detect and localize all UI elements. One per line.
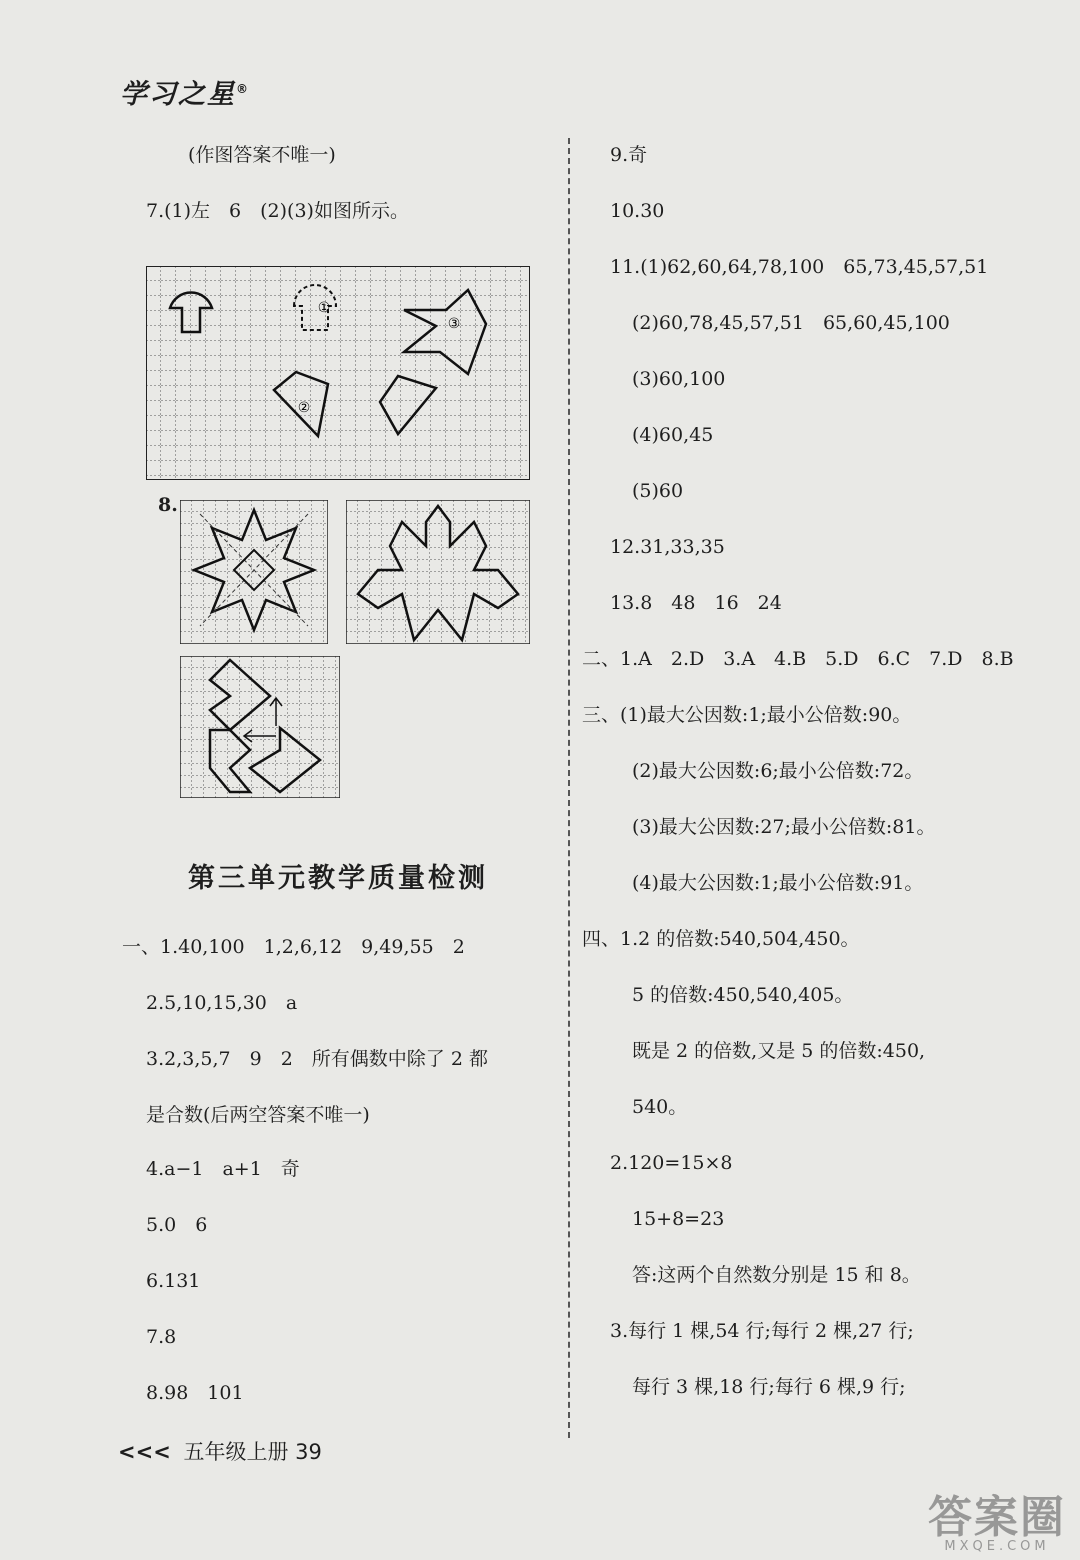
figure-8-leaf [346,500,530,644]
brand-text: 学习之星 [120,79,236,110]
answer-1-4: 4.a−1 a+1 奇 [146,1158,300,1180]
watermark-url: MXQE.COM [944,1539,1050,1554]
answer-10: 10.30 [610,200,665,222]
answer-11-5: (5)60 [632,480,684,502]
answer-part-4-3: 3.每行 1 棵,54 行;每行 2 棵,27 行; [610,1320,914,1342]
answer-7: 7.(1)左 6 (2)(3)如图所示。 [146,200,409,222]
answer-1-3-cont: 是合数(后两空答案不唯一) [146,1104,370,1126]
grade-label: 五年级上册 [183,1440,289,1464]
answer-1-7: 7.8 [146,1326,177,1348]
answer-part-3-4: (4)最大公因数:1;最小公倍数:91。 [632,872,924,894]
answer-9: 9.奇 [610,144,648,166]
page-footer [118,1436,322,1466]
label-1: ① [317,300,331,316]
page-number: 39 [295,1440,322,1464]
column-divider [568,138,570,1438]
answer-1-3: 3.2,3,5,7 9 2 所有偶数中除了 2 都 [146,1048,488,1070]
answer-part-4-2-b: 15+8=23 [632,1208,725,1230]
answer-1-6: 6.131 [146,1270,201,1292]
answer-part-3-1: 三、(1)最大公因数:1;最小公倍数:90。 [582,704,912,726]
label-3: ③ [447,316,461,332]
watermark [928,1481,1066,1554]
chevron-left-icon: <<< [118,1440,171,1464]
answer-11-1: 11.(1)62,60,64,78,100 65,73,45,57,51 [610,256,989,278]
answer-part-4-1: 四、1.2 的倍数:540,504,450。 [582,928,860,950]
figure-8-star [180,500,328,644]
answer-part-3-3: (3)最大公因数:27;最小公倍数:81。 [632,816,936,838]
answer-part-4-1-b: 5 的倍数:450,540,405。 [632,984,854,1006]
answer-11-2: (2)60,78,45,57,51 65,60,45,100 [632,312,950,334]
answer-part-4-2-c: 答:这两个自然数分别是 15 和 8。 [632,1264,921,1286]
answer-11-3: (3)60,100 [632,368,726,390]
answer-part-2: 二、1.A 2.D 3.A 4.B 5.D 6.C 7.D 8.B [582,648,1014,670]
answer-1-1: 一、1.40,100 1,2,6,12 9,49,55 2 [122,936,465,958]
answer-part-4-1-c: 既是 2 的倍数,又是 5 的倍数:450, [632,1040,926,1062]
section-title: 第三单元教学质量检测 [188,863,488,894]
answer-1-2: 2.5,10,15,30 a [146,992,298,1014]
figure-7-grid [146,266,530,480]
brand-logo [120,72,250,111]
answer-11-4: (4)60,45 [632,424,714,446]
figure-8-tangram [180,656,340,798]
answer-1-5: 5.0 6 [146,1214,208,1236]
answer-13: 13.8 48 16 24 [610,592,782,614]
drawing-note: (作图答案不唯一) [188,144,336,166]
label-2: ② [297,400,311,416]
answer-part-4-1-d: 540。 [632,1096,688,1118]
answer-part-4-2: 2.120=15×8 [610,1152,733,1174]
answer-12: 12.31,33,35 [610,536,725,558]
watermark-text: 答案圈 [928,1492,1066,1543]
answer-1-8: 8.98 101 [146,1382,244,1404]
answer-part-4-3-b: 每行 3 棵,18 行;每行 6 棵,9 行; [632,1376,906,1398]
answer-part-3-2: (2)最大公因数:6;最小公倍数:72。 [632,760,924,782]
answer-8-label: 8. [158,494,178,516]
registered-mark: ® [236,82,250,96]
